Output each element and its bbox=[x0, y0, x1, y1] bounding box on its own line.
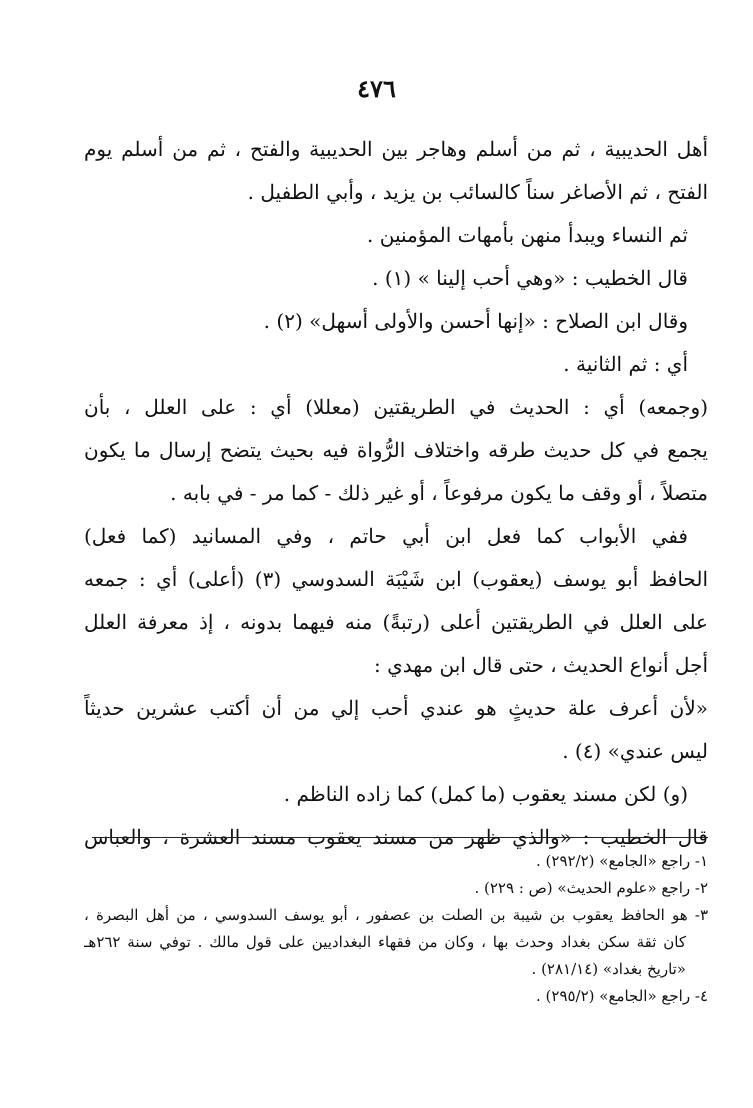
text-line-12: على العلل في الطريقتين أعلى (رتبةً) منه فيهما بدونه ، إذ معرفة العلل bbox=[84, 610, 708, 634]
text-line-11: الحافظ أبو يوسف (يعقوب) ابن شَيْبَة السدوسي (٣) (أعلى) أي : جمعه bbox=[84, 567, 708, 591]
text-line-16: (و) لكن مسند يعقوب (ما كمل) كما زاده الناظم . bbox=[283, 782, 688, 806]
footnote-3-continued: كان ثقة سكن بغداد وحدث بها ، وكان من فقهاء البغداديين على قول مالك . توفي سنة ٢٦٢هـ bbox=[84, 933, 686, 951]
footnote-1: ١- راجع «الجامع» (٢٩٢/٢) . bbox=[536, 852, 708, 870]
footnote-divider bbox=[92, 837, 708, 838]
page-number: ٤٧٦ bbox=[357, 74, 396, 103]
footnote-3: ٣- هو الحافظ يعقوب بن شيبة بن الصلت بن عصفور ، أبو يوسف السدوسي ، من أهل البصرة ، bbox=[84, 906, 708, 924]
text-line-5: وقال ابن الصلاح : «إنها أحسن والأولى أسهل» (٢) . bbox=[263, 309, 688, 333]
footnote-2: ٢- راجع «علوم الحديث» (ص : ٢٢٩) . bbox=[474, 879, 708, 897]
text-line-17: قال الخطيب : «والذي ظهر من مسند يعقوب مسند العشرة ، والعباس bbox=[84, 825, 708, 849]
text-line-13: أجل أنواع الحديث ، حتى قال ابن مهدي : bbox=[373, 653, 708, 677]
text-line-2: الفتح ، ثم الأصاغر سناً كالسائب بن يزيد ، وأبي الطفيل . bbox=[247, 180, 708, 204]
text-line-15: ليس عندي» (٤) . bbox=[562, 739, 708, 763]
text-line-6: أي : ثم الثانية . bbox=[563, 352, 688, 376]
main-text bbox=[84, 128, 708, 859]
text-line-3: ثم النساء ويبدأ منهن بأمهات المؤمنين . bbox=[367, 223, 688, 247]
footnote-3-source: «تاريخ بغداد» (٢٨١/١٤) . bbox=[531, 960, 686, 978]
footnotes bbox=[84, 848, 708, 1010]
text-line-1: أهل الحديبية ، ثم من أسلم وهاجر بين الحديبية والفتح ، ثم من أسلم يوم bbox=[84, 137, 708, 161]
text-line-8: يجمع في كل حديث طرقه واختلاف الرُّواة فيه بحيث يتضح إرسال ما يكون bbox=[84, 438, 708, 462]
text-line-14: «لأن أعرف علة حديثٍ هو عندي أحب إلي من أن أكتب عشرين حديثاً bbox=[84, 696, 708, 720]
footnote-4: ٤- راجع «الجامع» (٢٩٥/٢) . bbox=[536, 987, 708, 1005]
text-line-9: متصلاً ، أو وقف ما يكون مرفوعاً ، أو غير ذلك - كما مر - في بابه . bbox=[170, 481, 708, 505]
text-line-4: قال الخطيب : «وهي أحب إلينا » (١) . bbox=[372, 266, 688, 290]
text-line-10: ففي الأبواب كما فعل ابن أبي حاتم ، وفي المسانيد (كما فعل) bbox=[84, 524, 688, 548]
text-line-7: (وجمعه) أي : الحديث في الطريقتين (معللا) أي : على العلل ، بأن bbox=[84, 395, 708, 419]
